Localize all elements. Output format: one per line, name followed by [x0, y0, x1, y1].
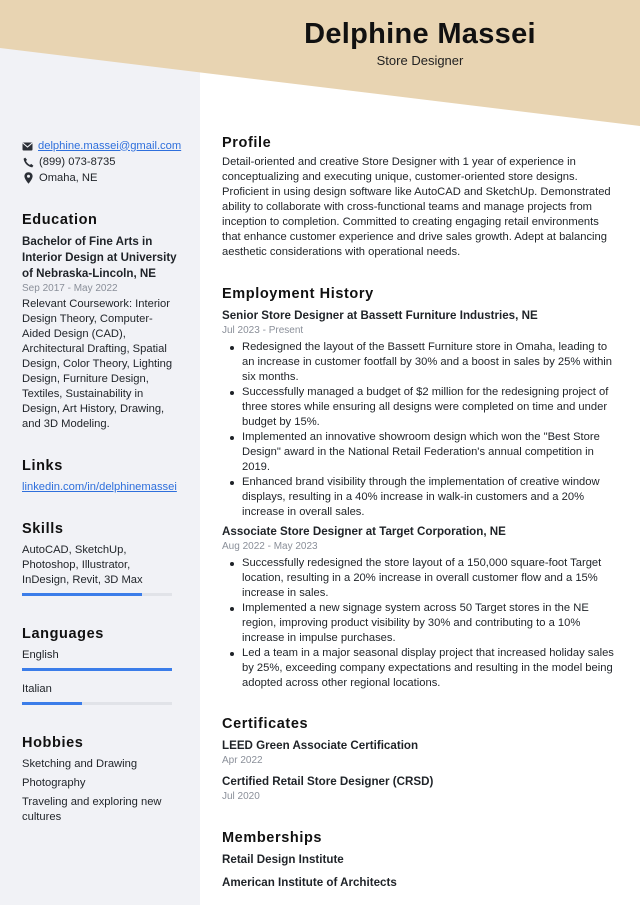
- envelope-icon: [22, 140, 33, 152]
- job-dates: Aug 2022 - May 2023: [222, 541, 318, 552]
- profile-text: Detail-oriented and creative Store Designer with 1 year of experience in conceptualizing and executing unique, customer-oriented store designs. Proficient in using design software like AutoCAD and SketchUp. Demonstrated ability to collaborate with cross-functional teams and manage projects from inception to completion. Committed to creating engaging retail environments that enhance customer experience and drive sales growth. Adept at balancing aesthetic considerations with operational needs.: [222, 156, 611, 258]
- job-bullet: Implemented a new signage system across 50 Target stores in the NE region, improving product visibility by 30% and contributing to a 10% increase in impulse purchases.: [242, 601, 618, 646]
- location-pin-icon: [22, 172, 34, 184]
- phone-icon: [22, 156, 34, 168]
- job-bullet: Successfully redesigned the store layout of a 150,000 square-foot Target location, resulting in a 20% increase in overall customer flow and a 15% increase in sales.: [242, 556, 618, 601]
- skill-level-fill: [22, 593, 142, 596]
- job-bullet: Led a team in a major seasonal display project that increased holiday sales by 25%, exceeding company expectations and resulting in the model being adopted across other regional locations.: [242, 646, 618, 691]
- education-degree: Bachelor of Fine Arts in Interior Design at University of Nebraska-Lincoln, NE: [22, 235, 177, 280]
- email-link[interactable]: delphine.massei@gmail.com: [38, 139, 182, 152]
- job-bullet: Redesigned the layout of the Bassett Furniture store in Omaha, leading to an increase in customer footfall by 30% and a boost in sales by 25% within six months.: [242, 340, 618, 385]
- memberships-section: [222, 831, 618, 891]
- education-section: [22, 213, 178, 432]
- education-dates: Sep 2017 - May 2022: [22, 283, 118, 294]
- education-heading: Education: [22, 212, 98, 228]
- certificates-section: [222, 717, 618, 804]
- candidate-title: Store Designer: [376, 53, 464, 68]
- languages-heading: Languages: [22, 626, 104, 642]
- contact-phone-row: [22, 154, 178, 170]
- skill-label: AutoCAD, SketchUp, Photoshop, Illustrator, InDesign, Revit, 3D Max: [22, 544, 143, 586]
- job-entry: [222, 308, 618, 520]
- hobbies-section: [22, 736, 178, 825]
- linkedin-link[interactable]: linkedin.com/in/delphinemassei: [22, 481, 177, 493]
- hobby-item: Photography: [22, 777, 86, 789]
- employment-heading: Employment History: [222, 286, 374, 302]
- sidebar: [22, 138, 182, 825]
- employment-section: [222, 287, 618, 691]
- job-entry: [222, 524, 618, 691]
- hobby-item: Traveling and exploring new cultures: [22, 796, 162, 823]
- certificate-name: LEED Green Associate Certification: [222, 739, 419, 752]
- job-bullet: Successfully managed a budget of $2 million for the redesigning project of three stores while ensuring all designs were completed on time and under budget by 15%.: [242, 385, 618, 430]
- memberships-heading: Memberships: [222, 830, 323, 846]
- contact-email-row: [22, 138, 182, 154]
- membership-item: Retail Design Institute: [222, 853, 344, 866]
- job-bullet: Implemented an innovative showroom design which won the "Best Store Design" award in the National Retail Federation's annual competition in 2019.: [242, 430, 618, 475]
- hobbies-heading: Hobbies: [22, 735, 84, 751]
- language-label-italian: Italian: [22, 683, 52, 695]
- contact-section: [22, 138, 182, 186]
- job-bullets: [222, 556, 618, 691]
- language-level-fill-italian: [22, 702, 82, 705]
- language-level-bar-italian: [22, 702, 172, 705]
- phone-text: (899) 073-8735: [39, 155, 116, 168]
- job-bullets: [222, 340, 618, 520]
- language-level-fill-english: [22, 668, 172, 671]
- education-coursework: Relevant Coursework: Interior Design Theory, Computer-Aided Design (CAD), Architectural Drafting, Spatial Design, Color Theory, Lighting Design, Furniture Design, Textiles, Sustainability in Design, Art History, Drawing, and 3D Modeling.: [22, 298, 173, 430]
- languages-section: [22, 627, 178, 705]
- certificates-heading: Certificates: [222, 716, 309, 732]
- skills-section: [22, 522, 178, 596]
- profile-heading: Profile: [222, 135, 272, 151]
- links-section: [22, 459, 178, 495]
- contact-location-row: [22, 170, 178, 186]
- main-content: [222, 136, 618, 891]
- certificate-date: Jul 2020: [222, 791, 260, 802]
- candidate-name: Delphine Massei: [304, 18, 536, 50]
- profile-section: [222, 136, 618, 260]
- header: [0, 0, 640, 80]
- language-level-bar-english: [22, 668, 172, 671]
- skill-level-bar: [22, 593, 172, 596]
- membership-item: American Institute of Architects: [222, 876, 397, 889]
- language-label-english: English: [22, 649, 59, 661]
- location-text: Omaha, NE: [39, 171, 98, 184]
- job-title: Senior Store Designer at Bassett Furniture Industries, NE: [222, 309, 538, 322]
- hobby-item: Sketching and Drawing: [22, 758, 138, 770]
- job-bullet: Enhanced brand visibility through the implementation of creative window displays, resulting in a 40% increase in walk-in customers and a 20% increase in overall sales.: [242, 475, 618, 520]
- job-title: Associate Store Designer at Target Corporation, NE: [222, 525, 506, 538]
- skills-heading: Skills: [22, 521, 64, 537]
- job-dates: Jul 2023 - Present: [222, 325, 304, 336]
- links-heading: Links: [22, 458, 63, 474]
- certificate-date: Apr 2022: [222, 755, 263, 766]
- certificate-name: Certified Retail Store Designer (CRSD): [222, 775, 434, 788]
